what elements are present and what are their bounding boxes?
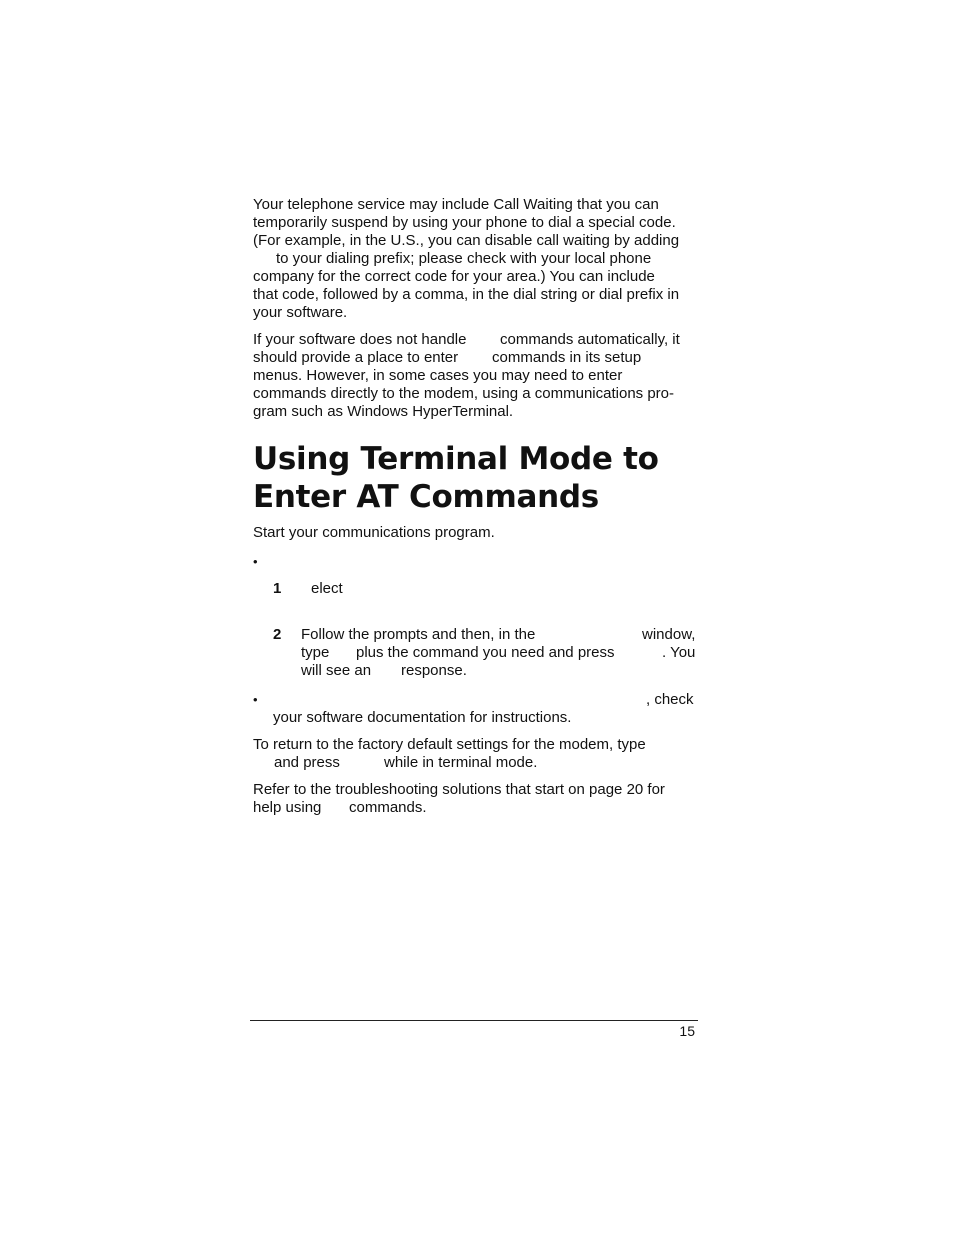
text-fragment: commands automatically, it xyxy=(500,331,680,348)
text-line: to your dialing prefix; please check with your local phone xyxy=(276,250,652,267)
troubleshooting-text: commands. xyxy=(349,799,427,816)
factory-default-text: while in terminal mode. xyxy=(384,754,538,771)
step-text: plus the command you need and press xyxy=(356,644,615,661)
step-number: 2 xyxy=(273,626,282,643)
text-line: company for the correct code for your area.) You can include xyxy=(253,268,655,285)
step-text: elect xyxy=(311,580,343,597)
page-number: 15 xyxy=(679,1023,695,1039)
step-text: . You xyxy=(662,644,696,661)
step-text: Follow the prompts and then, in the xyxy=(301,626,536,643)
factory-default-text: and press xyxy=(274,754,340,771)
bullet-icon: • xyxy=(253,692,258,707)
text-fragment: commands in its setup xyxy=(492,349,642,366)
text-line: (For example, in the U.S., you can disable call waiting by adding xyxy=(253,232,680,249)
text-line: gram such as Windows HyperTerminal. xyxy=(253,403,514,420)
step-text: type xyxy=(301,644,330,661)
troubleshooting-text: Refer to the troubleshooting solutions that start on page 20 for xyxy=(253,781,665,798)
text-line: Your telephone service may include Call Waiting that you can xyxy=(253,196,659,213)
bullet-icon: • xyxy=(253,554,258,569)
text-line: temporarily suspend by using your phone to dial a special code. xyxy=(253,214,676,231)
footer-rule xyxy=(250,1020,698,1021)
troubleshooting-text: help using xyxy=(253,799,322,816)
section-heading-line-1: Using Terminal Mode to xyxy=(253,441,659,477)
text-fragment: should provide a place to enter xyxy=(253,349,459,366)
bullet-text: your software documentation for instructions. xyxy=(273,709,572,726)
step-text: window, xyxy=(642,626,696,643)
bullet-text: , check xyxy=(646,691,694,708)
text-fragment: If your software does not handle xyxy=(253,331,467,348)
step-text: response. xyxy=(401,662,467,679)
factory-default-text: To return to the factory default settings for the modem, type xyxy=(253,736,646,753)
text-line: commands directly to the modem, using a communications pro- xyxy=(253,385,675,402)
text-line: menus. However, in some cases you may need to enter xyxy=(253,367,623,384)
section-heading-line-2: Enter AT Commands xyxy=(253,479,599,515)
step-number: 1 xyxy=(273,580,282,597)
intro-text: Start your communications program. xyxy=(253,524,495,541)
text-line: your software. xyxy=(253,304,348,321)
text-line: that code, followed by a comma, in the dial string or dial prefix in xyxy=(253,286,680,303)
step-text: will see an xyxy=(301,662,372,679)
